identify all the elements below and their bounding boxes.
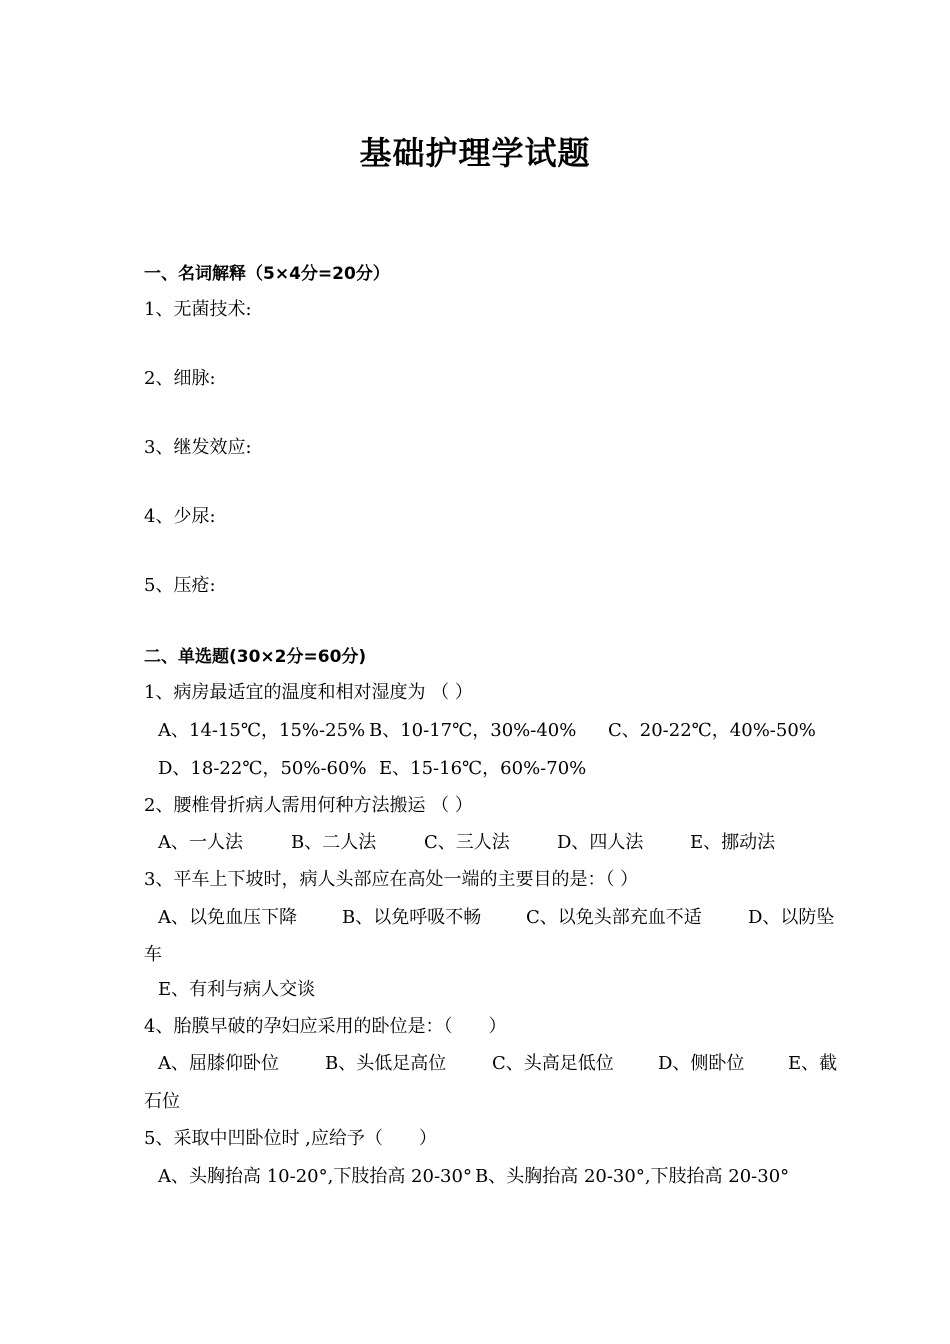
q1-option-c: C、20-22℃，40%-50% — [608, 720, 816, 741]
q3-option-d: D、以防坠 — [748, 907, 835, 928]
question-4-stem: 4、胎膜早破的孕妇应采用的卧位是：（ ） — [144, 1016, 507, 1037]
q2-option-a: A、一人法 — [158, 832, 243, 853]
q1-option-a: A、14-15℃，15%-25% — [158, 720, 366, 741]
q5-option-b: B、头胸抬高 20-30°,下肢抬高 20-30° — [475, 1166, 790, 1187]
q1-option-e: E、15-16℃，60%-70% — [379, 758, 587, 779]
q4-option-e: E、截 — [788, 1053, 838, 1074]
q2-option-e: E、挪动法 — [690, 832, 776, 853]
q4-option-d: D、侧卧位 — [658, 1053, 745, 1074]
term-item-4: 4、少尿: — [144, 506, 216, 527]
question-3-option-d-wrap: 车 — [144, 944, 162, 965]
term-item-1: 1、无菌技术: — [144, 299, 252, 320]
q1-option-b: B、10-17℃，30%-40% — [369, 720, 577, 741]
q3-option-e: E、有利与病人交谈 — [158, 979, 316, 1000]
q2-option-d: D、四人法 — [557, 832, 644, 853]
q4-option-c: C、头高足低位 — [492, 1053, 614, 1074]
q3-option-b: B、以免呼吸不畅 — [342, 907, 482, 928]
question-1-options-row-1 — [158, 719, 816, 743]
term-item-3: 3、继发效应: — [144, 437, 252, 458]
question-5-stem: 5、采取中凹卧位时 ,应给予（ ） — [144, 1128, 437, 1149]
section-1-heading: 一、名词解释（5×4分=20分） — [144, 264, 390, 284]
q2-option-b: B、二人法 — [291, 832, 377, 853]
document-title: 基础护理学试题 — [359, 134, 591, 172]
question-4-options — [158, 1052, 837, 1076]
q2-option-c: C、三人法 — [424, 832, 510, 853]
question-4-option-e-wrap: 石位 — [144, 1091, 180, 1112]
term-item-2: 2、细脉: — [144, 368, 216, 389]
question-1-stem: 1、病房最适宜的温度和相对湿度为 （ ） — [144, 682, 473, 703]
question-2-stem: 2、腰椎骨折病人需用何种方法搬运 （ ） — [144, 795, 473, 816]
question-5-options — [158, 1165, 789, 1189]
section-2-heading: 二、单选题(30×2分=60分) — [144, 647, 367, 667]
term-item-5: 5、压疮: — [144, 575, 216, 596]
q3-option-c: C、以免头部充血不适 — [526, 907, 702, 928]
q5-option-a: A、头胸抬高 10-20°,下肢抬高 20-30° — [158, 1166, 472, 1187]
q4-option-b: B、头低足高位 — [325, 1053, 447, 1074]
question-2-options — [158, 831, 775, 855]
question-1-options-row-2 — [158, 757, 586, 781]
question-3-options-row-1 — [158, 906, 834, 930]
q3-option-a: A、以免血压下降 — [158, 907, 297, 928]
q4-option-a: A、屈膝仰卧位 — [158, 1053, 279, 1074]
q1-option-d: D、18-22℃，50%-60% — [158, 758, 367, 779]
question-3-stem: 3、平车上下坡时，病人头部应在高处一端的主要目的是：（ ） — [144, 869, 639, 890]
